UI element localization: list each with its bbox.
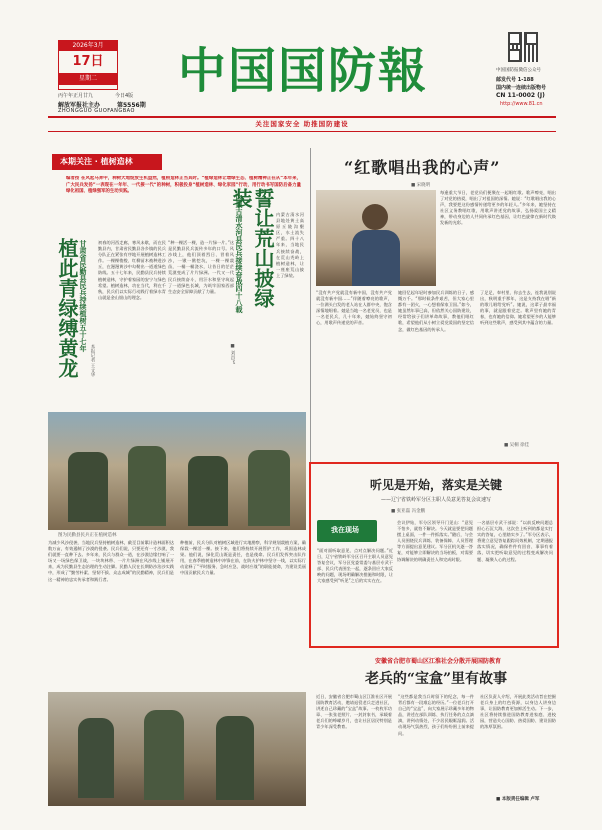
article-1-cont: 为减少风沙侵袭，当地民兵坚持植树造林，截至目前累计造林面积达数万亩，有效遏制了沙漠的侵袭。民兵们说，只要还有一寸沙漠，我们就要一直种下去。多年来，民兵与群众一道，在沙漠边缘打响了一场又一场绿色保卫战，一块块林带、一片片绿洲在风沙线上铺展开来，成为民勤县生态治理的生动注脚。民勤人民在长期防沙治沙实践中，形成了“勤劳朴素、坚韧不拔、众志成城”的民勤精神，民兵们是这一精神的忠实传承者和践行者。 [48, 540, 174, 582]
tree-planting-photo [48, 412, 306, 530]
article-2-cont: 种植前，民兵分队对植树区域进行实地勘察，科学规划栽植方案，确保栽一棵活一棵。接下来，他们将持续开展管护工作，巩固造林成果。他们说，绿化荒山既是责任，也是使命。民兵们发挥突击队作用，在春季植树造林中冲锋在前，在防火护林中坚守一线，以实际行动诠释了“平时服务、急时应急、战时应战”的职能使命，为建设美丽中国贡献民兵力量。 [180, 540, 306, 576]
section-header: 本期关注 · 植树造林 [52, 154, 162, 170]
bottom-body-2: “这些都是我当兵时留下的纪念，每一件背后都有一段难忘的经历。”一位老兵打开自己的“宝盒”，向大家展示珍藏多年的物品，讲述在部队训练、执行任务的点点滴滴，讲到动情处，不少居民眼眶湿润。活动现场气氛热烈，孩子们纷纷围上前来提问。 [398, 694, 474, 736]
postal-code: 邮发代号 1-188 [496, 77, 534, 83]
newspaper-title: 中国国防報 [177, 43, 428, 99]
article-byline: ■ 宋晓明 [411, 183, 431, 188]
editor-note: 编者按 在风起马奔中，种树大地绽放生机盎然，植根造林正当其时。“植绿造林让增绿生态、植树精神正在从“本年来，广大民兵发扬”一表现在一年年、一代接一代“的种树，积极投身“植树造林、绿化家园”行动，用行动书写国防后备力量绿化祖国、植绿强军的生动实践。 [66, 176, 301, 195]
bottom-feature [316, 652, 556, 808]
date-year-month: 2026年3月 [59, 41, 117, 51]
on-site-badge [317, 520, 377, 542]
article-body-col-2: “没有共产党就没有新中国，没有共产党就没有新中国……”伴随着嘹亮的歌声，一位满头白发的老人站在人群中央，饱含深情地唱着。她是当地一名老党员，也是一名老民兵，几十年来，她始终坚守初心，用歌声传递党的声音。 [316, 290, 392, 326]
byline-1: 本报记者 王文华 [90, 344, 95, 377]
issue-count: 今日4版 [115, 93, 134, 99]
serial-label: 国内统一连续出版物号 [496, 85, 547, 91]
serial-number: 第5556期 [117, 102, 146, 109]
article-2-body: 内蒙古清水河县地处黄土高原丘陵沟壑区，水土流失严重。四十八年来，当地民兵接续奋战，在荒山秃岭上植树造林，让一座座荒山披上了绿装。 [276, 212, 304, 278]
weekday: 星期二 [59, 73, 117, 85]
pinyin-title: ZHONGGUO GUOFANGBAO [58, 108, 135, 114]
highlight-byline: ■ 张亚磊 冯金鹏 [391, 509, 426, 514]
byline-2: ■ 刘昌飞 [230, 344, 235, 364]
on-site-badge-label: 我在现场 [331, 526, 359, 534]
headline-1: 植此青绿缚黄龙 [55, 238, 79, 378]
article-title: “红歌唱出我的心声” [344, 158, 501, 177]
bottom-headline: 老兵的“宝盒”里有故事 [364, 671, 508, 687]
bottom-editor-byline: ■ 本版责任编辑 卢军 [496, 797, 540, 802]
slogan: 关注国家安全 助推国防建设 [255, 120, 349, 128]
highlight-body-1: “面对面听取意见、点对点解决问题。”近日，辽宁省铁岭军分区召开主职人员意见答复会议，军分区党委常委与基层专武干部、民兵代表围坐一起，逐条回应大家反映的问题，现场明确解决措施和时限，让大家感受到“听见”之后的实实在在。 [317, 548, 393, 584]
qr-caption: 中国国防报微信公众号 [496, 68, 541, 73]
bottom-body-3: 社区负责人介绍，开展此类活动旨在挖掘老兵身上的红色资源，以身边人讲身边事，让国防教育更加鲜活生动。下一步，社区将持续推进国防教育进家庭、进校园，营造关心国防、热爱国防、建设国防的浓厚氛围。 [480, 694, 556, 730]
date-block [58, 40, 118, 90]
highlight-title: 听见是开始，落实是关键 [369, 478, 502, 492]
bottom-left-photo [48, 692, 306, 806]
headline-2: 誓让荒山披绿装 [229, 188, 275, 308]
subheadline-2: 内蒙古清水河县民兵接续奋战四十八载 [235, 194, 244, 313]
highlight-body-2: 会议伊始，军分区领导开门见山：“意见不怕多，就怕不解决。今天就是要把问题摆上桌面，一件一件抓落实。”随后，与会人员围绕民兵训练、装备保障、人员管理等方面提出意见建议。军分区机关逐一答复，对能够立即解决的当场拍板，对需要协调解决的明确责任人和完成时限。 [397, 520, 473, 562]
article-author: ■ 吴桐 徐佳 [504, 443, 530, 448]
subheadline-1: 甘肃省民勤县民兵持续植树五十七年 [79, 240, 88, 352]
singer-photo [316, 190, 436, 286]
slogan-rule [48, 131, 556, 132]
website[interactable]: http://www.81.cn [500, 101, 543, 107]
left-feature [48, 148, 306, 806]
bottom-body-1: 近日，安徽省合肥市蜀山区江淮社区开展国防教育活动，邀请退役老兵走进社区，讲述自己珍藏的“宝盒”故事。一枚枚军功章、一张张老照片、一封封家书，承载着老兵们的峥嵘岁月，也让社区居民特别是青少年深受教育。 [316, 694, 392, 730]
photo-caption: 图为民勤县民兵正在植树造林 [58, 533, 117, 538]
highlight-box [309, 462, 559, 648]
article-body-col-4: 了足足，奉村里、你去生去，连我说别说出，秋明重手那年，这是支持我在唱“新的歌儿唱给党听”。她说，这辈子最幸福的事，就是跟着党走。歌声里有她的青春，也有她的信仰。她希望更多的人能够听到这些歌声，感受到其中蕴含的力量。 [480, 290, 556, 326]
publisher: 解放军报社主办 [58, 102, 101, 109]
date-day: 17日 [72, 54, 104, 69]
article-1-body: 初春的河西走廊，寒风未歇，而在民勤县内，甘肃省民勤县各乡镇的民兵分队正在紧张有序地开展植树造林工作。一棵棵梭梭、红柳苗木被种进沙丘，在漫漫黄沙中勾勒出一道道绿色防线。五十七年来，民勤县民兵持续植树造林，守护着家园的安宁与绿色希望。植树造林，功在当代，利在千秋，民兵们以实际行动践行着绿水青山就是金山银山的理念。 [98, 240, 166, 300]
bottom-kicker: 安徽省合肥市蜀山区江淮社会分散开展国防教育 [374, 658, 501, 665]
highlight-body-3: 一名基层专武干部说：“以前反映问题总担心石沉大海，这次会上听到的都是实打实的答复，心里踏实多了。”军分区表示，将建立意见答复跟踪问效机制，定期通报落实情况，确保件件有回音、事事有着落，切实把听取意见的过程变成解决问题、凝聚人心的过程。 [477, 520, 553, 562]
article-body-col-3: 她回忆起年轻时参加民兵训练的日子，感慨万千。“那时候条件艰苦，但大家心里都有一团火，一心想着保家卫国。”如今，她虽然年事已高，但依然关心国防建设，经常给孩子们讲革命故事，教他们唱红歌，希望他们从小树立爱党爱国的坚定信念，做红色基因的传承人。 [398, 290, 474, 332]
highlight-subtitle: ——辽宁省铁岭军分区主职人员意见答复会议速写 [380, 497, 491, 503]
cn-code: CN 11-0002 (J) [496, 92, 545, 99]
lunar-date: 丙午年正月廿九 [58, 93, 94, 99]
masthead [0, 0, 602, 130]
right-top-feature [316, 148, 556, 453]
article-body-col-1: 每逢重大节日，老党员们便聚在一起唱红歌。歌声嘹亮，唱出了对党的热爱，唱出了对祖国的深情。她说：“红歌唱出我的心声，我要把这份感情传递给更多的年轻人。”多年来，她坚持在社区义务教唱红歌，用歌声讲述党的故事，弘扬爱国主义精神，带动身边的人共同传承红色基因，让红色旋律在新时代焕发新的光彩。 [440, 190, 556, 226]
qr-code [508, 32, 538, 62]
article-1-body-2: “种一棵活一棵，造一片绿一片。”这是民勤县民兵流传多年的口号。风沙线上，他们顶着烈日、冒着风沙，一锹一锹挖坑，一棵一棵栽苗，一桶一桶浇水，让昔日的茫茫荒漠变成了片片绿洲。一代又一代民兵接续奋斗，用汗水和坚守筑起了一道绿色长城，为筑牢国家西部生态安全屏障贡献了力量。 [168, 240, 234, 294]
